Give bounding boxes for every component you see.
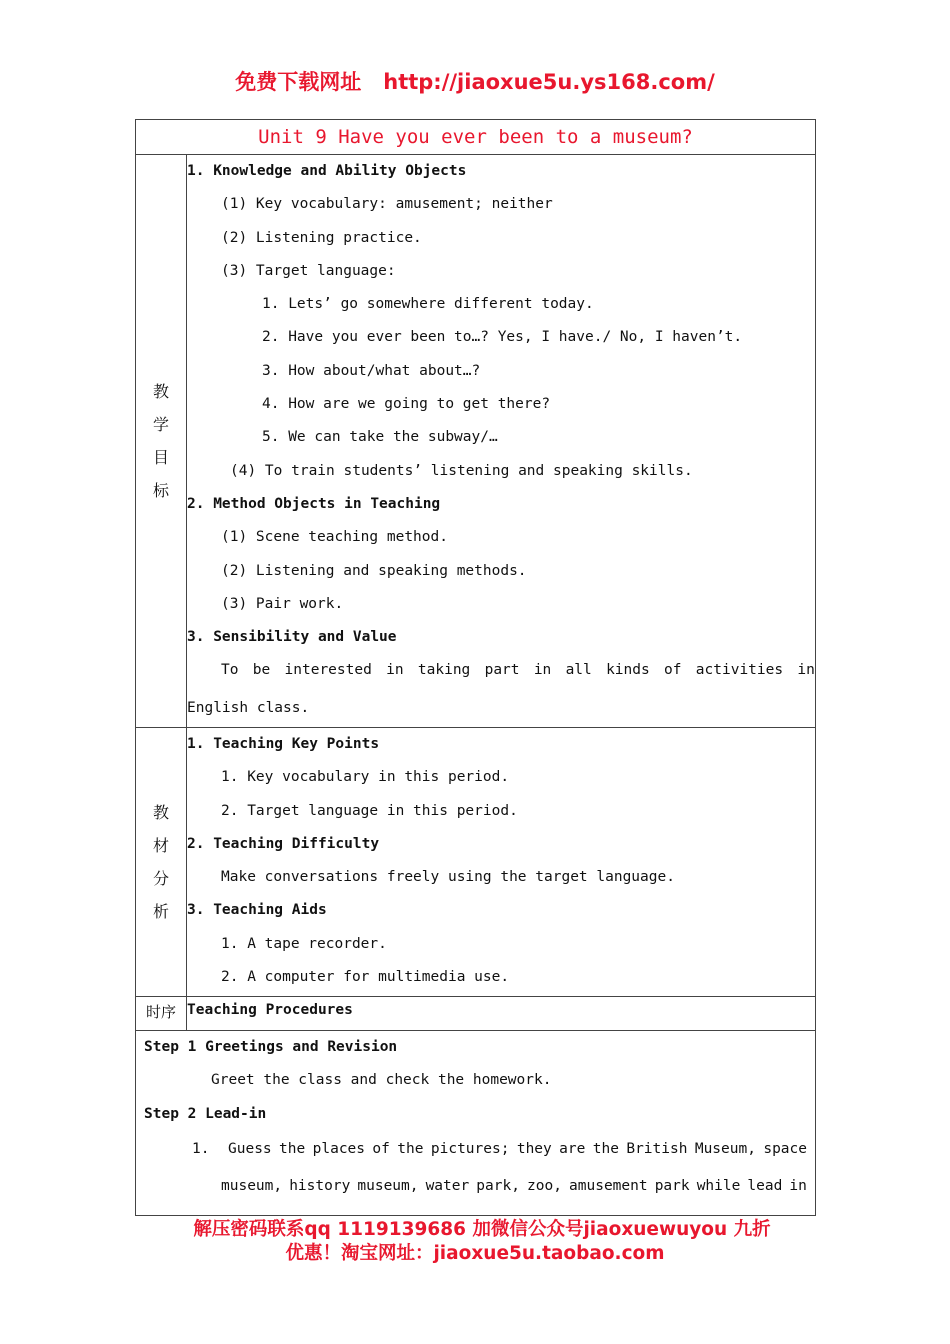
list-item: 1. Lets’ go somewhere different today. <box>262 296 594 313</box>
page-footer <box>0 1218 950 1266</box>
value-text-end: English class. <box>187 699 310 716</box>
section-heading: 1. Knowledge and Ability Objects <box>187 163 467 179</box>
step-heading: Step 1 Greetings and Revision <box>144 1039 398 1055</box>
objectives-content <box>187 155 816 728</box>
step-heading: Step 2 Lead-in <box>144 1105 267 1122</box>
lesson-plan-table <box>135 119 816 1216</box>
list-item: (3) Pair work. <box>221 595 344 612</box>
analysis-side-label: 教 材 分 析 <box>136 728 187 997</box>
list-item: (1) Key vocabulary: amusement; neither <box>221 196 553 213</box>
header-label: 免费下载网址 <box>235 70 362 94</box>
section-heading: 1. Teaching Key Points <box>187 736 380 752</box>
lesson-title: Unit 9 Have you ever been to a museum? <box>136 120 816 155</box>
step-item-line: museum, history museum, water park, zoo, amusement park while lead in <box>221 1177 807 1194</box>
list-item: 5. We can take the subway/… <box>262 429 498 446</box>
procedures-heading-cell <box>187 997 816 1031</box>
footer-line-2: 优惠！淘宝网址：jiaoxue5u.taobao.com <box>285 1243 665 1264</box>
list-item: 2. A computer for multimedia use. <box>221 969 510 986</box>
page-header <box>0 66 950 96</box>
objectives-side-label: 教 学 目 标 <box>136 155 187 728</box>
section-heading: 3. Teaching Aids <box>187 902 327 919</box>
section-heading: 2. Teaching Difficulty <box>187 835 380 852</box>
step-text: Greet the class and check the homework. <box>211 1072 552 1089</box>
footer-line-1: 解压密码联系qq 1119139686 加微信公众号jiaoxuewuyou 九折 <box>193 1219 771 1240</box>
list-item: 2. Target language in this period. <box>221 802 518 819</box>
list-item: (2) Listening practice. <box>221 229 422 246</box>
procedures-content <box>136 1031 816 1216</box>
section-heading: 3. Sensibility and Value <box>187 629 397 646</box>
procedures-side-label: 时序 <box>136 997 187 1031</box>
step-item-line: 1. Guess the places of the pictures; they are the British Museum, space <box>192 1140 807 1157</box>
value-text-line: To be interested in taking part in all kinds of activities in <box>221 662 815 679</box>
list-item: 2. Have you ever been to…? Yes, I have./ No, I haven’t. <box>262 329 743 346</box>
list-item: (3) Target language: <box>221 262 396 279</box>
procedures-heading: Teaching Procedures <box>187 1002 353 1018</box>
list-item: Make conversations freely using the target language. <box>221 869 675 886</box>
list-item: (1) Scene teaching method. <box>221 529 448 546</box>
list-item: 1. A tape recorder. <box>221 935 387 952</box>
list-item: (4) To train students’ listening and speaking skills. <box>230 462 693 479</box>
list-item: 1. Key vocabulary in this period. <box>221 769 510 786</box>
list-item: (2) Listening and speaking methods. <box>221 562 527 579</box>
analysis-content <box>187 728 816 997</box>
header-url[interactable]: http://jiaoxue5u.ys168.com/ <box>383 70 715 94</box>
list-item: 3. How about/what about…? <box>262 362 481 379</box>
section-heading: 2. Method Objects in Teaching <box>187 495 441 512</box>
list-item: 4. How are we going to get there? <box>262 396 551 413</box>
